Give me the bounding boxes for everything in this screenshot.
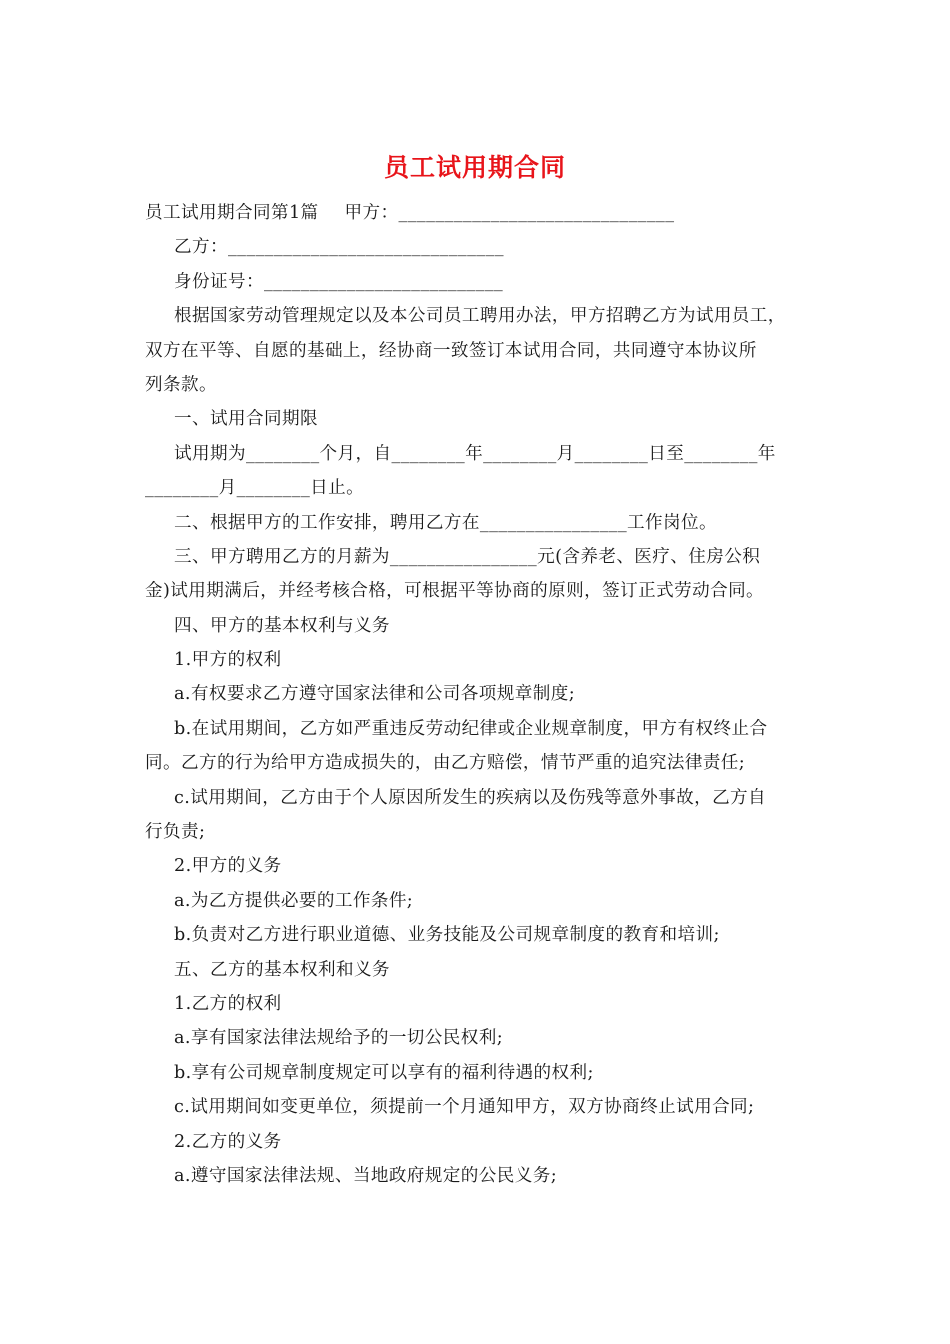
contract-line-4: 双方在平等、自愿的基础上，经协商一致签订本试用合同，共同遵守本协议所 <box>145 340 757 361</box>
contract-line-14: a.有权要求乙方遵守国家法律和公司各项规章制度; <box>174 684 576 705</box>
contract-line-21: b.负责对乙方进行职业道德、业务技能及公司规章制度的教育和培训; <box>174 925 720 946</box>
contract-line-12: 四、甲方的基本权利与义务 <box>174 615 390 636</box>
contract-line-25: b.享有公司规章制度规定可以享有的福利待遇的权利; <box>174 1062 594 1083</box>
contract-line-20: a.为乙方提供必要的工作条件; <box>174 890 414 911</box>
contract-line-6: 一、试用合同期限 <box>174 409 318 430</box>
contract-line-28: a.遵守国家法律法规、当地政府规定的公民义务; <box>174 1165 558 1186</box>
contract-line-22: 五、乙方的基本权利和义务 <box>174 959 390 980</box>
contract-line-19: 2.甲方的义务 <box>174 856 282 877</box>
contract-line-11: 金)试用期满后，并经考核合格，可根据平等协商的原则，签订正式劳动合同。 <box>145 581 765 602</box>
contract-line-17: c.试用期间，乙方由于个人原因所发生的疾病以及伤残等意外事故，乙方自 <box>174 787 767 808</box>
contract-line-10: 三、甲方聘用乙方的月薪为________________元(含养老、医疗、住房公积 <box>174 546 761 567</box>
contract-line-16: 同。乙方的行为给甲方造成损失的，由乙方赔偿，情节严重的追究法律责任; <box>145 753 746 774</box>
contract-line-9: 二、根据甲方的工作安排，聘用乙方在________________工作岗位。 <box>174 512 718 533</box>
contract-line-23: 1.乙方的权利 <box>174 993 282 1014</box>
contract-line-18: 行负责; <box>145 822 206 843</box>
contract-heading-line: 员工试用期合同第1篇 <box>145 203 319 223</box>
contract-line-2: 身份证号：__________________________ <box>174 271 504 292</box>
contract-line-1: 乙方：______________________________ <box>174 237 504 258</box>
document-body <box>145 196 810 1193</box>
contract-line-13: 1.甲方的权利 <box>174 650 282 671</box>
contract-line-0 <box>145 196 810 230</box>
contract-line-15: b.在试用期间，乙方如严重违反劳动纪律或企业规章制度，甲方有权终止合 <box>174 718 768 739</box>
contract-line-3: 根据国家劳动管理规定以及本公司员工聘用办法，甲方招聘乙方为试用员工， <box>174 306 786 327</box>
contract-line-5: 列条款。 <box>145 374 217 395</box>
contract-line-26: c.试用期间如变更单位，须提前一个月通知甲方，双方协商终止试用合同; <box>174 1097 755 1118</box>
contract-line-27: 2.乙方的义务 <box>174 1131 282 1152</box>
contract-line-7: 试用期为________个月，自________年________月________日至________年 <box>174 443 776 464</box>
contract-line-24: a.享有国家法律法规给予的一切公民权利; <box>174 1028 504 1049</box>
contract-line-8: ________月________日止。 <box>145 478 365 499</box>
document-title: 员工试用期合同 <box>383 153 566 182</box>
party-a-field: 甲方：______________________________ <box>344 203 675 223</box>
